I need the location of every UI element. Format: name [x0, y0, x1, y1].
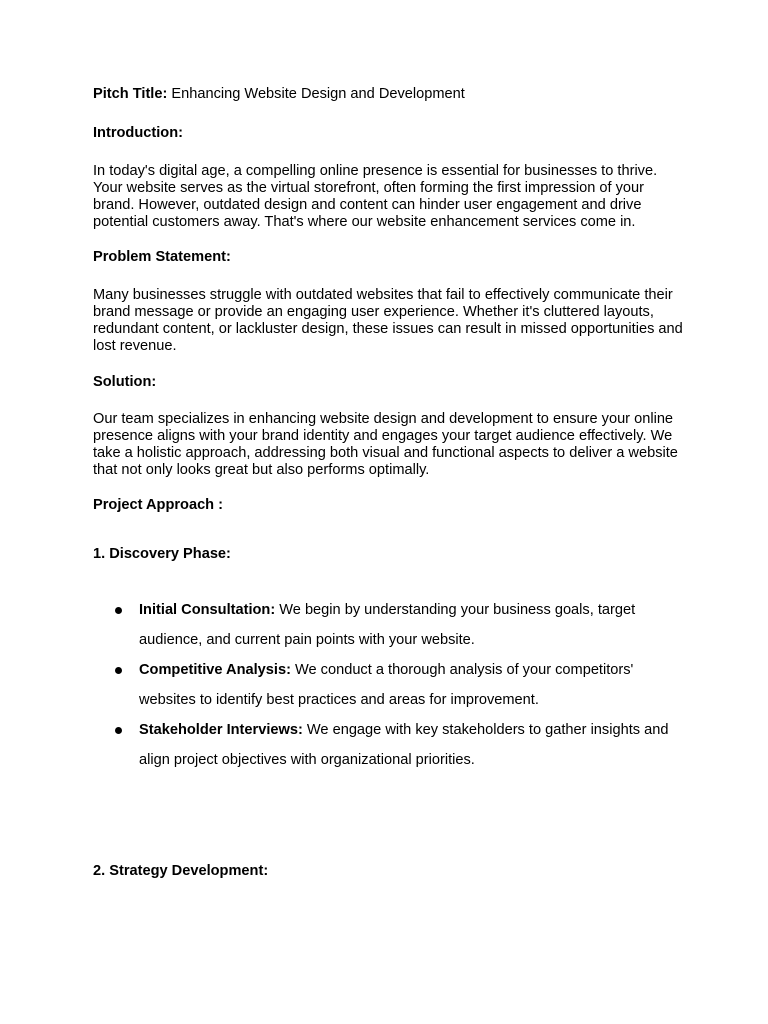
- document-body: [93, 86, 683, 880]
- pitch-title: [93, 86, 683, 103]
- list-item: [93, 655, 683, 715]
- bullet-icon: [115, 667, 122, 674]
- bullet-icon: [115, 727, 122, 734]
- strategy-development-heading: 2. Strategy Development:: [93, 863, 269, 879]
- solution-paragraph: Our team specializes in enhancing website design and development to ensure your online presence aligns with your brand identity and engages your target audience effectively. We take a holistic approach, addressing both visual and functional aspects to deliver a website that not only looks great but also performs optimally.: [93, 411, 678, 478]
- discovery-phase-heading: 1. Discovery Phase:: [93, 546, 231, 562]
- list-item: [93, 595, 683, 655]
- problem-heading: Problem Statement:: [93, 249, 231, 265]
- list-item-text: We begin by understanding your business goals, target audience, and current pain points with your website.: [139, 602, 636, 648]
- list-item-text: We conduct a thorough analysis of your competitors' websites to identify best practices and areas for improvement.: [139, 662, 634, 708]
- list-item-text: We engage with key stakeholders to gather insights and align project objectives with organizational priorities.: [139, 722, 669, 768]
- discovery-phase-list: [93, 595, 683, 775]
- problem-paragraph: Many businesses struggle with outdated websites that fail to effectively communicate their brand message or provide an engaging user experience. Whether it's cluttered layouts, redundant content, or lackluster design, these issues can result in missed opportunities and lost revenue.: [93, 287, 683, 354]
- pitch-title-text: Enhancing Website Design and Development: [171, 86, 465, 102]
- list-item: [93, 715, 683, 775]
- pitch-title-label: Pitch Title:: [93, 86, 168, 102]
- introduction-paragraph: In today's digital age, a compelling online presence is essential for businesses to thrive. Your website serves as the virtual storefront, often forming the first impression of your brand. However, outdated design and content can hinder user engagement and drive potential customers away. That's where our website enhancement services come in.: [93, 163, 658, 230]
- list-item-label: Initial Consultation:: [139, 602, 276, 618]
- solution-heading: Solution:: [93, 374, 157, 390]
- list-item-label: Stakeholder Interviews:: [139, 722, 303, 738]
- list-item-label: Competitive Analysis:: [139, 662, 291, 678]
- introduction-heading: Introduction:: [93, 125, 183, 141]
- bullet-icon: [115, 607, 122, 614]
- project-approach-heading: Project Approach :: [93, 497, 224, 513]
